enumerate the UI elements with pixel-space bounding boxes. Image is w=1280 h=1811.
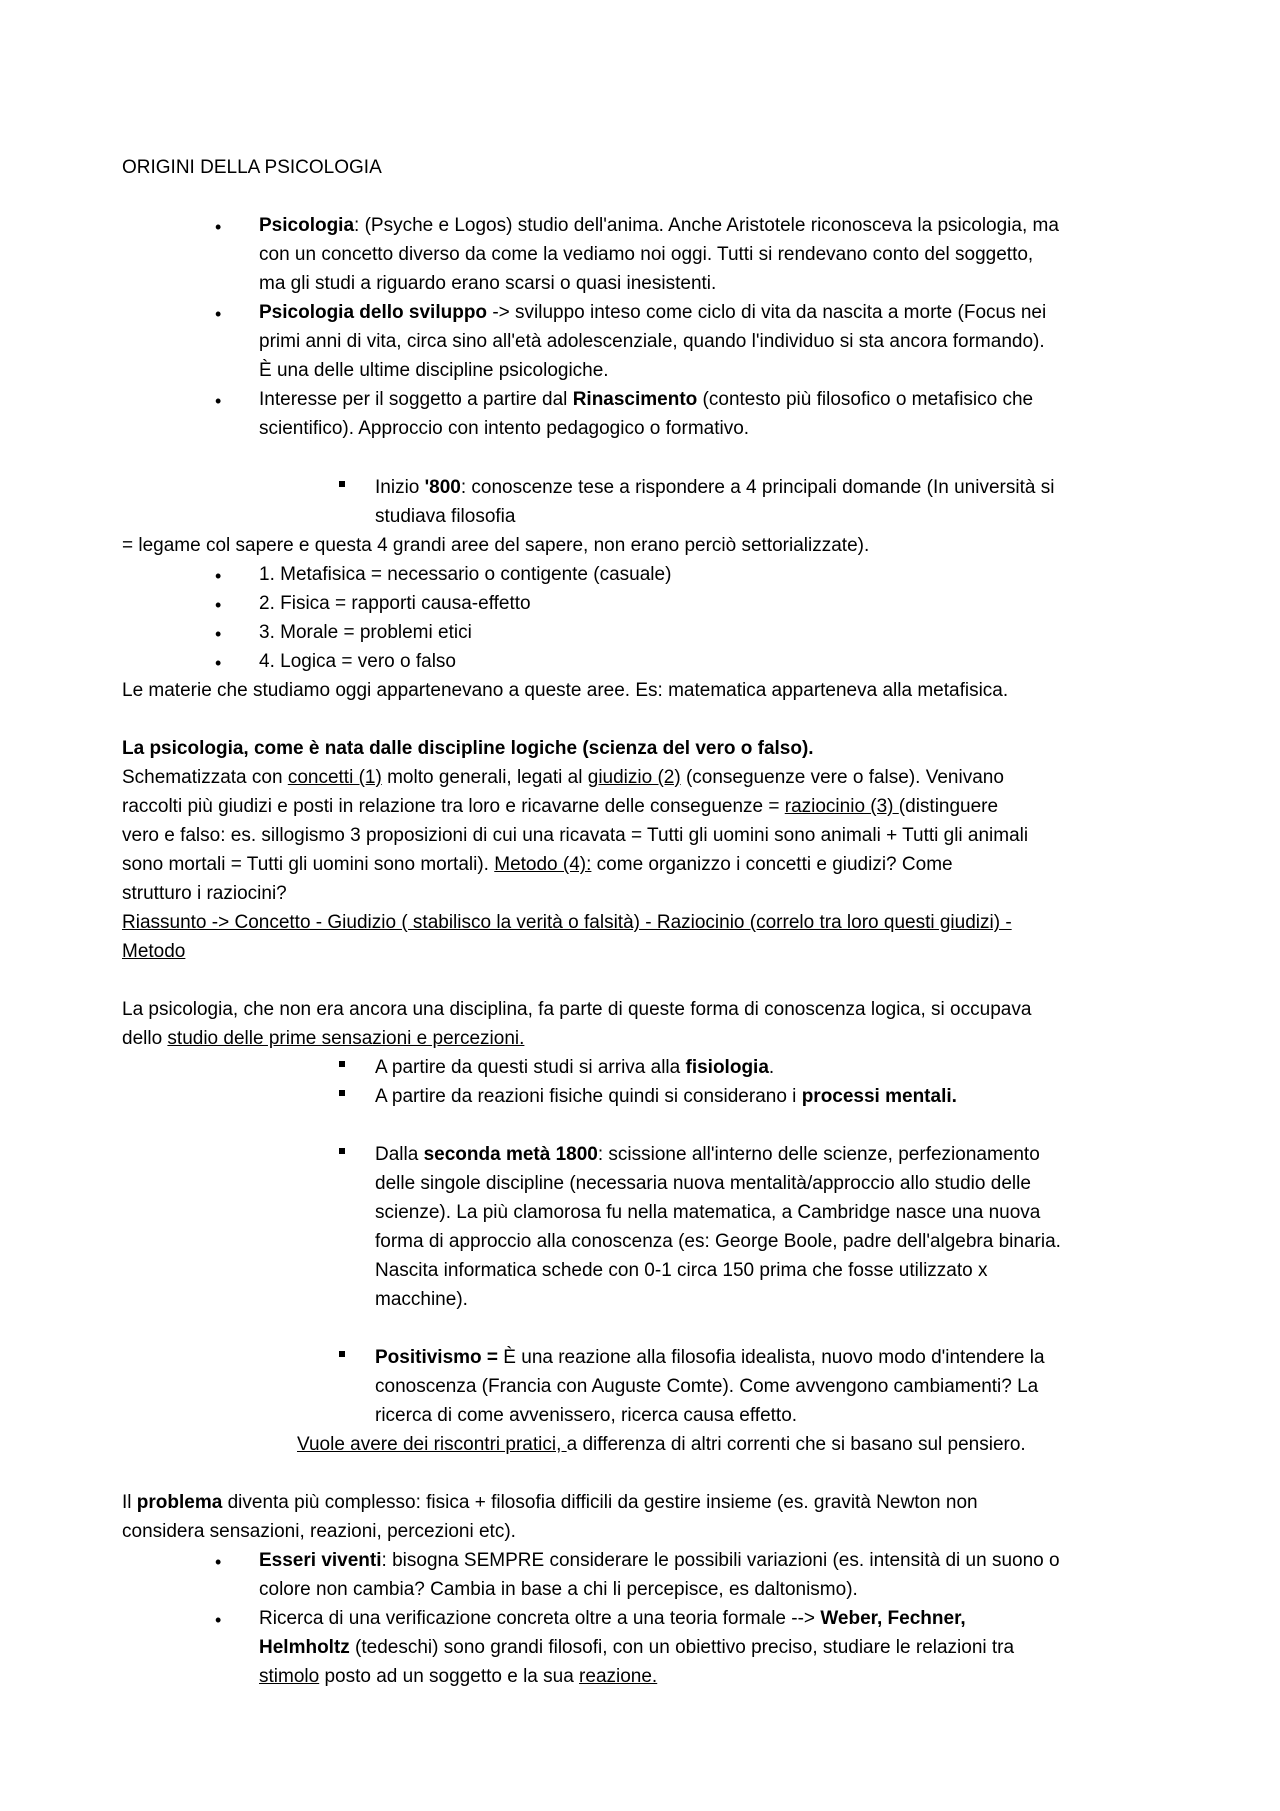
paragraph-line: stimolo posto ad un soggetto e la sua reazione.	[259, 1666, 658, 1687]
bullet-dot: •	[215, 624, 222, 644]
paragraph-line: delle singole discipline (necessaria nuova mentalità/approccio allo studio delle	[375, 1173, 1031, 1194]
bullet-dot: •	[215, 1552, 222, 1572]
list-item: 2. Fisica = rapporti causa-effetto	[259, 593, 531, 614]
summary-line: Riassunto -> Concetto - Giudizio ( stabilisco la verità o falsità) - Raziocinio (correlo tra loro questi giudizi) -	[122, 912, 1012, 933]
bullet-dot: •	[215, 217, 222, 237]
paragraph-line: macchine).	[375, 1289, 468, 1310]
bullet-dot: •	[215, 1610, 222, 1630]
paragraph-line: scientifico). Approccio con intento pedagogico o formativo.	[259, 418, 750, 439]
paragraph-line: A partire da questi studi si arriva alla fisiologia.	[375, 1057, 775, 1078]
list-item: 4. Logica = vero o falso	[259, 651, 456, 672]
paragraph-line: ricerca di come avvenissero, ricerca causa effetto.	[375, 1405, 798, 1426]
paragraph-line: Inizio '800: conoscenze tese a rispondere a 4 principali domande (In università si	[375, 477, 1055, 498]
square-bullet	[339, 1351, 345, 1357]
paragraph-line: Psicologia: (Psyche e Logos) studio dell'anima. Anche Aristotele riconosceva la psicologia, ma	[259, 215, 1059, 236]
paragraph-line: Psicologia dello sviluppo -> sviluppo inteso come ciclo di vita da nascita a morte (Focus nei	[259, 302, 1047, 323]
square-bullet	[339, 1090, 345, 1096]
paragraph-line: Esseri viventi: bisogna SEMPRE considerare le possibili variazioni (es. intensità di un suono o	[259, 1550, 1060, 1571]
paragraph-line: Ricerca di una verificazione concreta oltre a una teoria formale --> Weber, Fechner,	[259, 1608, 966, 1629]
paragraph-line: conoscenza (Francia con Auguste Comte). Come avvengono cambiamenti? La	[375, 1376, 1039, 1397]
paragraph-line: A partire da reazioni fisiche quindi si considerano i processi mentali.	[375, 1086, 957, 1107]
paragraph-line: con un concetto diverso da come la vediamo noi oggi. Tutti si rendevano conto del soggetto,	[259, 244, 1034, 265]
paragraph-line: forma di approccio alla conoscenza (es: George Boole, padre dell'algebra binaria.	[375, 1231, 1061, 1252]
paragraph-line: primi anni di vita, circa sino all'età adolescenziale, quando l'individuo si sta ancora formando).	[259, 331, 1045, 352]
paragraph-line: vero e falso: es. sillogismo 3 proposizioni di cui una ricavata = Tutti gli uomini sono animali + Tutti gli animali	[122, 825, 1029, 846]
paragraph-line: Le materie che studiamo oggi appartenevano a queste aree. Es: matematica apparteneva alla metafisica.	[122, 680, 1009, 701]
paragraph-line: raccolti più giudizi e posti in relazione tra loro e ricavarne delle conseguenze = raziocinio (3) (distinguere	[122, 796, 999, 817]
paragraph-line: Positivismo = È una reazione alla filosofia idealista, nuovo modo d'intendere la	[375, 1347, 1045, 1368]
square-bullet	[339, 1061, 345, 1067]
paragraph-line: Dalla seconda metà 1800: scissione all'interno delle scienze, perfezionamento	[375, 1144, 1040, 1165]
paragraph-line: colore non cambia? Cambia in base a chi li percepisce, es daltonismo).	[259, 1579, 858, 1600]
summary-line: Metodo	[122, 941, 186, 962]
paragraph-line: studiava filosofia	[375, 506, 516, 527]
paragraph-line: strutturo i raziocini?	[122, 883, 287, 904]
paragraph-line: scienze). La più clamorosa fu nella matematica, a Cambridge nasce una nuova	[375, 1202, 1041, 1223]
bullet-dot: •	[215, 391, 222, 411]
paragraph-line: ma gli studi a riguardo erano scarsi o quasi inesistenti.	[259, 273, 717, 294]
paragraph-line: Il problema diventa più complesso: fisica + filosofia difficili da gestire insieme (es. gravità Newton non	[122, 1492, 978, 1513]
bullet-dot: •	[215, 304, 222, 324]
square-bullet	[339, 1148, 345, 1154]
list-item: 1. Metafisica = necessario o contigente (casuale)	[259, 564, 672, 585]
list-item: 3. Morale = problemi etici	[259, 622, 472, 643]
section-heading: La psicologia, come è nata dalle discipline logiche (scienza del vero o falso).	[122, 738, 814, 759]
paragraph-line: È una delle ultime discipline psicologiche.	[259, 360, 609, 381]
paragraph-line: considera sensazioni, reazioni, percezioni etc).	[122, 1521, 516, 1542]
paragraph-line: Vuole avere dei riscontri pratici, a differenza di altri correnti che si basano sul pensiero.	[297, 1434, 1026, 1455]
page-title: ORIGINI DELLA PSICOLOGIA	[122, 157, 382, 178]
paragraph-line: Schematizzata con concetti (1) molto generali, legati al giudizio (2) (conseguenze vere o false). Venivano	[122, 767, 1004, 788]
bullet-dot: •	[215, 566, 222, 586]
paragraph-line: Helmholtz (tedeschi) sono grandi filosofi, con un obiettivo preciso, studiare le relazioni tra	[259, 1637, 1015, 1658]
paragraph-line: La psicologia, che non era ancora una disciplina, fa parte di queste forma di conoscenza logica, si occupava	[122, 999, 1032, 1020]
paragraph-line: dello studio delle prime sensazioni e percezioni.	[122, 1028, 525, 1049]
paragraph-line: Interesse per il soggetto a partire dal Rinascimento (contesto più filosofico o metafisico che	[259, 389, 1034, 410]
bullet-dot: •	[215, 595, 222, 615]
paragraph-line: = legame col sapere e questa 4 grandi aree del sapere, non erano perciò settorializzate).	[122, 535, 870, 556]
square-bullet	[339, 481, 345, 487]
paragraph-line: Nascita informatica schede con 0-1 circa 150 prima che fosse utilizzato x	[375, 1260, 988, 1281]
paragraph-line: sono mortali = Tutti gli uomini sono mortali). Metodo (4): come organizzo i concetti e giudizi? Come	[122, 854, 953, 875]
bullet-dot: •	[215, 653, 222, 673]
